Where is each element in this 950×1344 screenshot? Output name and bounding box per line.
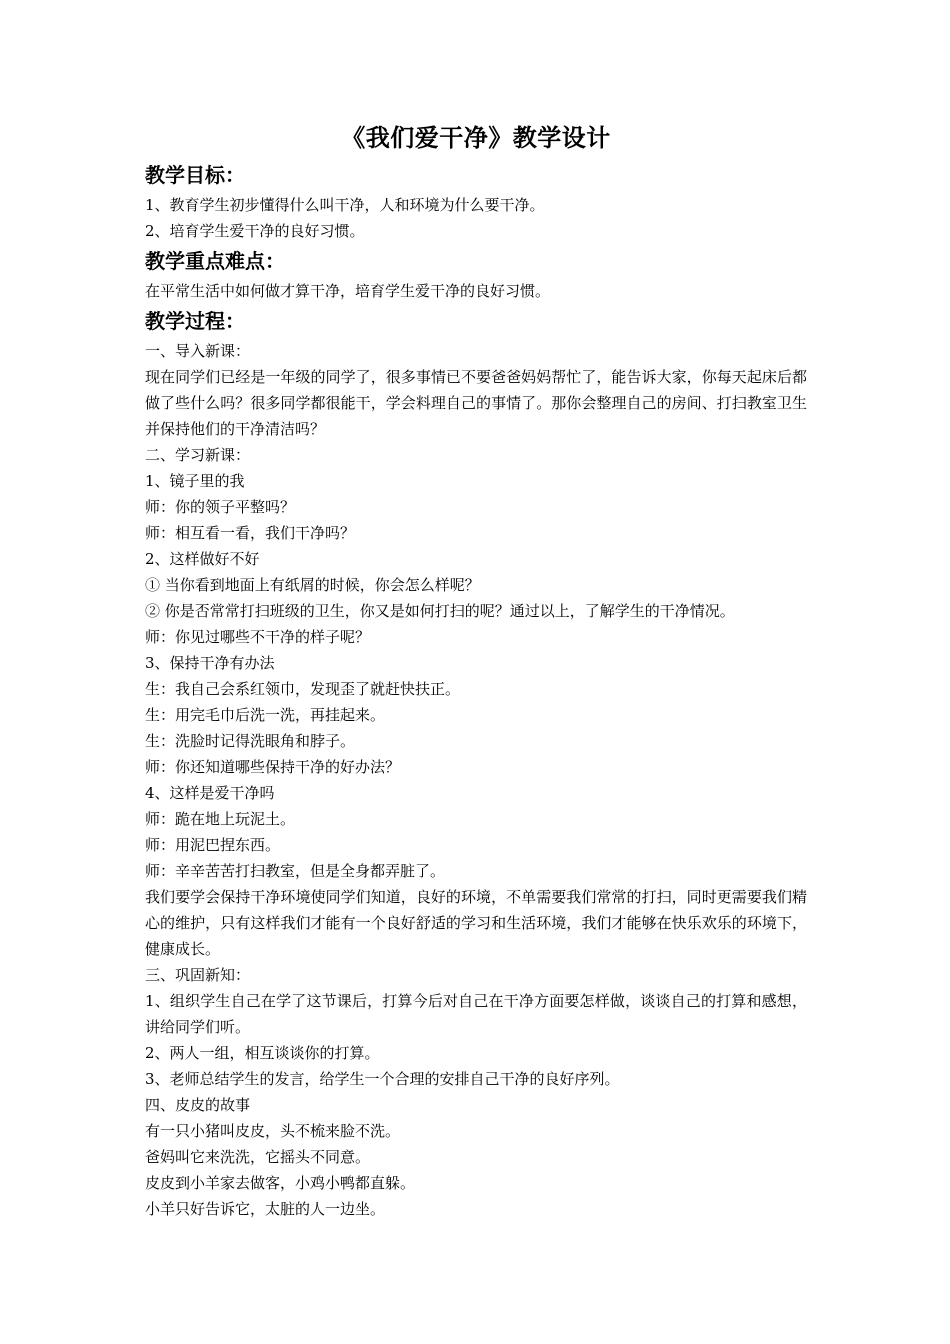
part2-line: 1、镜子里的我	[145, 472, 245, 490]
part2-line: 师：辛辛苦苦打扫教室，但是全身都弄脏了。	[145, 862, 446, 880]
part2-line: 4、这样是爱干净吗	[145, 784, 275, 802]
part4-label: 四、皮皮的故事	[145, 1096, 251, 1114]
part3-label: 三、巩固新知：	[145, 966, 251, 984]
part2-line: 师：相互看一看，我们干净吗？	[145, 524, 356, 542]
part2-paragraph: 我们要学会保持干净环境使同学们知道，良好的环境，不单需要我们常常的打扫，同时更需要我们精心的维护，只有这样我们才能有一个良好舒适的学习和生活环境，我们才能够在快乐欢乐的环境下，健康成长。	[145, 888, 807, 958]
story-line: 爸妈叫它来洗洗，它摇头不同意。	[145, 1148, 371, 1166]
part3-line: 3、老师总结学生的发言，给学生一个合理的安排自己干净的良好序列。	[145, 1070, 620, 1088]
part3-paragraph: 1、组织学生自己在学了这节课后，打算今后对自己在干净方面要怎样做，谈谈自己的打算和感想，讲给同学们听。	[145, 992, 807, 1036]
part2-line: 3、保持干净有办法	[145, 654, 275, 672]
process-heading: 教学过程：	[145, 309, 245, 333]
part1-paragraph: 现在同学们已经是一年级的同学了，很多事情已不要爸爸妈妈帮忙了，能告诉大家，你每天起床后都做了些什么吗？很多同学都很能干，学会料理自己的事情了。那你会整理自己的房间、打扫教室卫生并保持他们的干净清洁吗？	[145, 368, 807, 438]
goal-item: 2、培育学生爱干净的良好习惯。	[145, 222, 365, 240]
part2-line: ② 你是否常常打扫班级的卫生，你又是如何打扫的呢？通过以上，了解学生的干净情况。	[145, 602, 735, 620]
part2-line: 生：用完毛巾后洗一洗，再挂起来。	[145, 706, 386, 724]
part3-line: 2、两人一组，相互谈谈你的打算。	[145, 1044, 380, 1062]
goals-heading: 教学目标：	[145, 163, 245, 187]
part2-line: 2、这样做好不好	[145, 550, 260, 568]
goal-item: 1、教育学生初步懂得什么叫干净，人和环境为什么要干净。	[145, 196, 545, 214]
part2-line: 师：用泥巴捏东西。	[145, 836, 281, 854]
document-page	[145, 120, 807, 1222]
document-title: 《我们爱干净》教学设计	[341, 123, 611, 152]
focus-heading: 教学重点难点：	[145, 249, 285, 273]
part2-line: 师：你还知道哪些保持干净的好办法？	[145, 758, 401, 776]
focus-item: 在平常生活中如何做才算干净，培育学生爱干净的良好习惯。	[145, 282, 551, 300]
part1-label: 一、导入新课：	[145, 342, 251, 360]
part2-line: ① 当你看到地面上有纸屑的时候，你会怎么样呢？	[145, 576, 480, 594]
part2-line: 师：你的领子平整吗？	[145, 498, 296, 516]
part2-line: 生：洗脸时记得洗眼角和脖子。	[145, 732, 356, 750]
part2-line: 师：你见过哪些不干净的样子呢？	[145, 628, 371, 646]
part2-label: 二、学习新课：	[145, 446, 251, 464]
part2-line: 师：跪在地上玩泥土。	[145, 810, 296, 828]
story-line: 小羊只好告诉它，太脏的人一边坐。	[145, 1200, 386, 1218]
story-line: 皮皮到小羊家去做客，小鸡小鸭都直躲。	[145, 1174, 416, 1192]
story-line: 有一只小猪叫皮皮，头不梳来脸不洗。	[145, 1122, 401, 1140]
part2-line: 生：我自己会系红领巾，发现歪了就赶快扶正。	[145, 680, 461, 698]
